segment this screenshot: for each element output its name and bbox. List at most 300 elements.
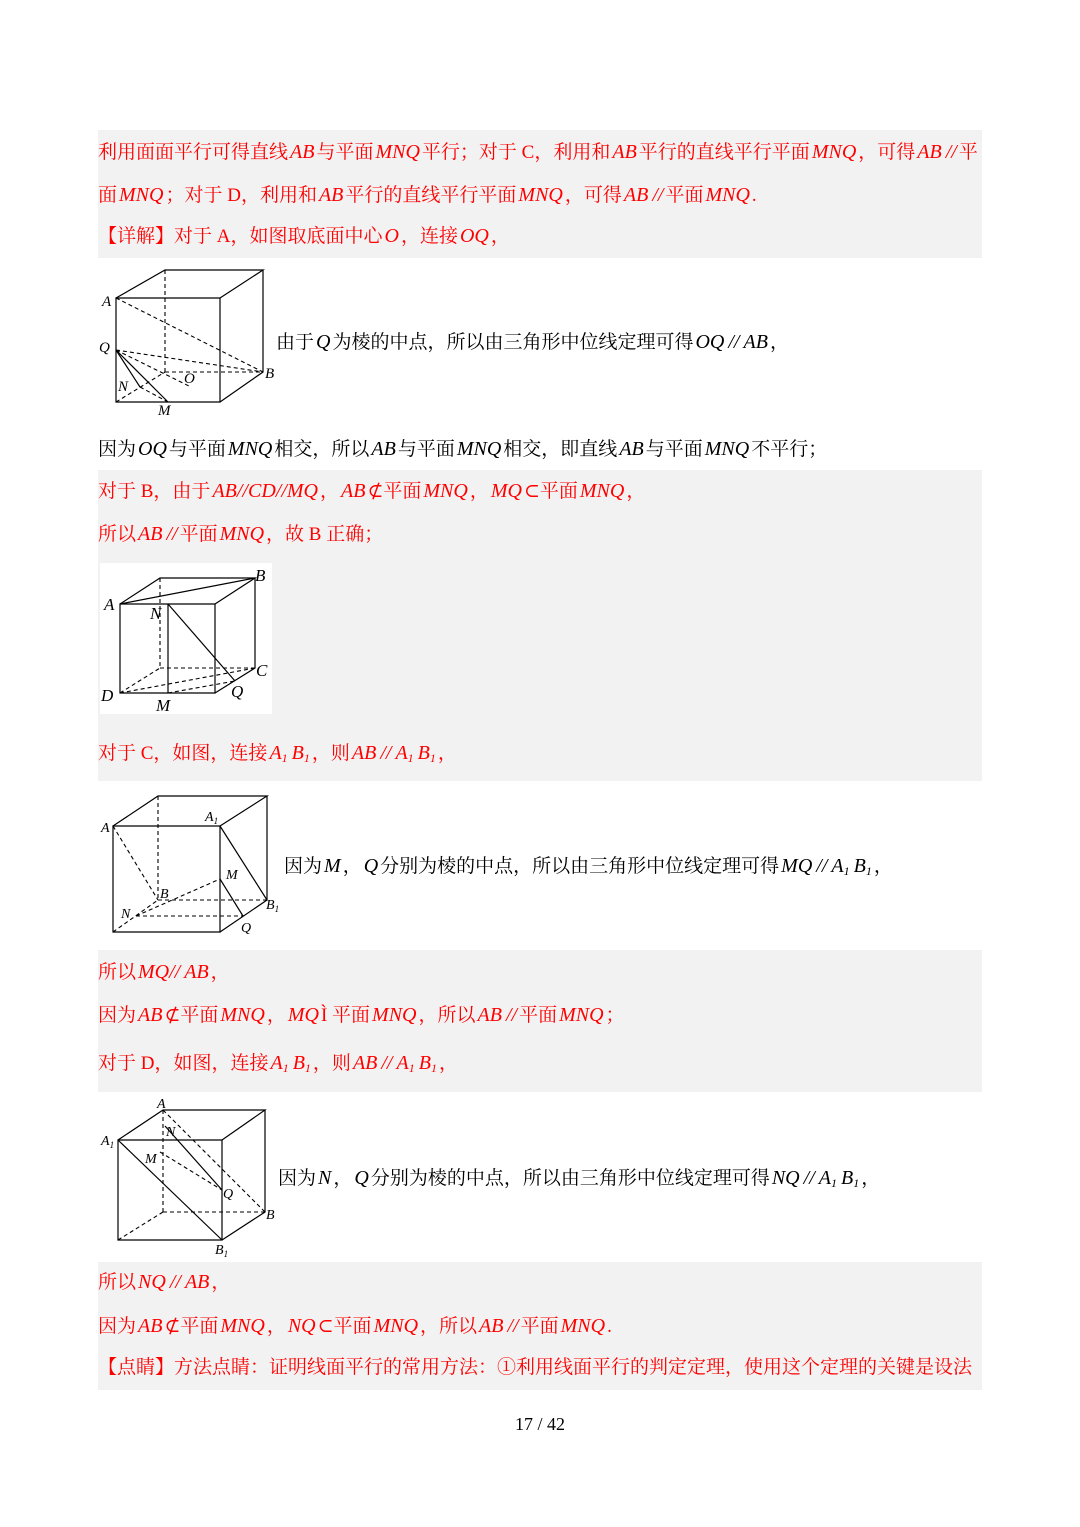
text-run: ，可得 (858, 142, 916, 163)
segment-nm (136, 879, 220, 916)
math-main: AB (743, 331, 768, 353)
text-run: ⊂平面 (317, 1316, 372, 1337)
math-main: // (816, 855, 828, 877)
figure-4-caption-text (278, 1164, 982, 1192)
math-main: // (169, 1271, 181, 1293)
math-main: // (507, 1315, 519, 1337)
math-main: AB (184, 961, 209, 983)
figure-cube-2 (100, 563, 272, 714)
text-run: ；对于 D，利用和 (165, 185, 317, 206)
math-symbol (117, 184, 165, 206)
text-run: 平面 (519, 1005, 558, 1026)
math-symbol (610, 141, 638, 163)
page-number: 17 / 42 (514, 1414, 565, 1434)
math-symbol (362, 855, 380, 877)
math-symbol (352, 1167, 370, 1189)
math-symbol (505, 1315, 520, 1337)
text-run: ； (605, 1005, 625, 1026)
label-d: D (101, 686, 114, 705)
math-main: A (831, 855, 844, 877)
solution-line-9 (98, 1001, 982, 1029)
text-run: Ì 平面 (320, 1005, 371, 1026)
math-main: AB (138, 523, 163, 545)
figure-1-caption-text (276, 328, 982, 356)
text-run: 对于 B，由于 (98, 481, 211, 502)
math-symbol (829, 855, 851, 877)
math-symbol (322, 855, 343, 877)
math-main: Q (363, 855, 379, 877)
math-symbol (136, 1271, 168, 1293)
math-symbol (395, 1052, 417, 1074)
math-symbol (944, 141, 959, 163)
math-symbol (350, 742, 378, 764)
math-main: A (396, 1052, 409, 1074)
text-run: ，所以 (420, 1316, 478, 1337)
figure-cube-1 (100, 263, 280, 419)
text-run: ， (266, 1316, 286, 1337)
text-run: 对于 D，如图，连接 (98, 1053, 269, 1074)
math-symbol (802, 1167, 817, 1189)
math-symbol (622, 184, 650, 206)
text-run: ， (342, 856, 362, 877)
math-main: // (945, 141, 957, 163)
label-a: A (104, 595, 115, 614)
figure-background (100, 563, 272, 714)
math-symbol (382, 225, 400, 247)
math-main: AB (138, 1315, 163, 1337)
math-symbol (291, 1052, 313, 1074)
solution-line-8 (98, 958, 982, 986)
math-symbol (136, 1315, 164, 1337)
text-run: 与平面 (397, 439, 455, 460)
text-run: 由于 (276, 332, 315, 353)
math-main: MNQ (372, 1004, 417, 1026)
solution-line-2 (98, 181, 982, 209)
math-main: MNQ (227, 438, 273, 460)
math-main: B (840, 1167, 854, 1189)
text-run: ，故 B 正确； (266, 524, 384, 545)
label-subscript: 1 (274, 904, 280, 914)
math-subscript: 1 (430, 1061, 437, 1075)
segment-a1b1 (118, 1140, 222, 1240)
math-symbol (136, 1004, 164, 1026)
segment-nm (140, 387, 168, 402)
math-symbol (703, 184, 751, 206)
math-main: MNQ (579, 480, 625, 502)
math-main: // (166, 523, 178, 545)
text-run: 利用面面平行可得直线 (98, 142, 289, 163)
text-run: 平行的直线平行平面 (345, 185, 517, 206)
math-main: A (269, 742, 282, 764)
math-main: Q (354, 1167, 369, 1189)
solution-line-6 (98, 520, 982, 548)
math-subscript: 1 (304, 1061, 311, 1075)
math-main: AB (917, 141, 942, 163)
math-symbol (915, 141, 943, 163)
math-symbol (477, 1315, 505, 1337)
math-subscript: 1 (865, 864, 872, 878)
label-q: Q (231, 682, 244, 701)
label-o: O (184, 371, 195, 387)
math-symbol (267, 742, 289, 764)
text-run: ⊄平面 (367, 481, 422, 502)
label-q: Q (99, 340, 110, 356)
visible-edges (118, 1110, 265, 1240)
math-symbol (339, 480, 367, 502)
label-b1 (266, 898, 279, 914)
math-main: MNQ (373, 1315, 419, 1337)
math-main: MNQ (423, 480, 468, 502)
text-run: 与平面 (168, 439, 226, 460)
math-main: OQ (459, 225, 489, 247)
math-symbol (226, 438, 274, 460)
figure-labels (100, 810, 279, 936)
text-run: 平行；对于 C，利用和 (421, 142, 611, 163)
math-main: MNQ (219, 523, 265, 545)
math-main: B (292, 1052, 305, 1074)
text-run: ，则 (311, 743, 350, 764)
math-main: AB (138, 1004, 163, 1026)
math-main: AB (477, 1004, 502, 1026)
text-run: ， (210, 962, 230, 983)
text-run: 为棱的中点，所以由三角形中位线定理可得 (332, 332, 694, 353)
math-symbol (136, 523, 164, 545)
solution-line-11 (98, 1268, 982, 1296)
math-main: // (505, 1004, 518, 1026)
label-n: N (121, 907, 131, 922)
math-symbol (703, 438, 751, 460)
math-symbol (136, 438, 169, 460)
math-symbol (379, 1052, 394, 1074)
math-symbol (182, 961, 210, 983)
label-c: C (256, 661, 268, 680)
math-main: AB (184, 1271, 210, 1293)
math-main: AB (341, 480, 366, 502)
segment-ab (113, 826, 158, 900)
text-run: 所以 (98, 524, 137, 545)
label-q: Q (223, 1187, 234, 1202)
math-main: A (270, 1052, 283, 1074)
math-main: AB (371, 438, 396, 460)
label-a: A (102, 294, 112, 310)
text-run: 相交，即直线 (503, 439, 618, 460)
math-subscript: 1 (281, 751, 288, 765)
text-run: 因为 (98, 439, 137, 460)
math-symbol (852, 855, 874, 877)
math-symbol (557, 1004, 605, 1026)
math-symbol (476, 1004, 504, 1026)
math-symbol (316, 1167, 333, 1189)
math-symbol (416, 742, 438, 764)
label-main: A (101, 1134, 110, 1149)
math-symbol (314, 331, 332, 353)
text-run: ， (437, 743, 457, 764)
solution-line-5 (98, 477, 982, 505)
math-main: // (380, 742, 392, 764)
math-main: B (418, 1052, 431, 1074)
math-symbol (372, 1315, 420, 1337)
text-run: ， (211, 1272, 231, 1293)
math-symbol (814, 855, 829, 877)
math-symbol (370, 1004, 418, 1026)
math-symbol (650, 184, 665, 206)
math-symbol (489, 480, 524, 502)
text-run: 与平面 (316, 142, 374, 163)
label-a: A (101, 821, 110, 836)
math-symbol (369, 438, 397, 460)
text-run: ，所以 (418, 1005, 476, 1026)
math-main: MNQ (560, 1315, 606, 1337)
math-symbol (373, 141, 421, 163)
math-main: AB (318, 184, 344, 206)
math-symbol (617, 438, 645, 460)
math-main: M (324, 855, 341, 877)
math-symbol (839, 1167, 861, 1189)
text-run: ，则 (312, 1053, 351, 1074)
label-a1 (204, 810, 218, 826)
math-main: MNQ (220, 1004, 265, 1026)
math-symbol (810, 141, 858, 163)
math-symbol (559, 1315, 607, 1337)
math-main: MNQ (811, 141, 857, 163)
label-main: B (215, 1243, 224, 1258)
label-m: M (156, 696, 171, 715)
text-run: ， (266, 1005, 286, 1026)
math-main: OQ (695, 331, 725, 353)
math-subscript: 1 (303, 751, 310, 765)
cube-top-edges (118, 1110, 265, 1140)
label-b: B (265, 366, 275, 382)
cube-top-edges (116, 270, 263, 298)
math-symbol (164, 523, 179, 545)
math-main: MNQ (220, 1315, 265, 1337)
figure-cube-4 (100, 1097, 278, 1260)
segment-mq (160, 1152, 222, 1190)
math-main: AB (352, 1052, 378, 1074)
math-main: MQ (490, 480, 522, 502)
text-run: 分别为棱的中点，所以由三角形中位线定理可得 (380, 856, 780, 877)
math-main: MQ// (138, 961, 181, 983)
text-run: ， (490, 226, 510, 247)
text-run: 平 (958, 142, 978, 163)
math-symbol (578, 480, 626, 502)
label-main: B (266, 898, 275, 913)
math-symbol (421, 480, 469, 502)
label-m: M (158, 403, 171, 419)
math-main: B (291, 742, 304, 764)
math-symbol (268, 1052, 290, 1074)
math-main: AB (351, 742, 377, 764)
math-symbol (286, 1315, 318, 1337)
math-main: B (853, 855, 866, 877)
math-symbol (218, 1315, 266, 1337)
solution-line-7 (98, 739, 982, 767)
segment-mq (220, 879, 243, 916)
text-run: ， (469, 481, 489, 502)
solution-line-10 (98, 1049, 982, 1077)
text-run: ， (626, 481, 646, 502)
math-symbol (726, 331, 741, 353)
math-symbol (288, 141, 316, 163)
math-symbol (378, 742, 393, 764)
math-main: MNQ (375, 141, 420, 163)
text-run: ， (873, 856, 893, 877)
cube-top-edges (113, 796, 267, 826)
math-main: AB (623, 184, 649, 206)
math-symbol (183, 1271, 211, 1293)
label-m: M (226, 868, 238, 883)
text-run: 对于 C，如图，连接 (98, 743, 268, 764)
math-symbol (218, 523, 266, 545)
label-a: A (157, 1097, 166, 1112)
figure-cube-3 (100, 793, 280, 939)
text-run: ， (438, 1053, 458, 1074)
text-run: 因为 (98, 1005, 137, 1026)
segment-ab (163, 1110, 265, 1212)
text-run: 所以 (98, 1272, 137, 1293)
math-main: NQ (287, 1315, 316, 1337)
text-run: ，连接 (400, 226, 458, 247)
text-run: 【点睛】方法点睛：证明线面平行的常用方法：①利用线面平行的判定定理，使用这个定理的关键是设法 (98, 1357, 973, 1378)
math-symbol (458, 225, 491, 247)
math-subscript: 1 (408, 1061, 415, 1075)
cube-front-face (116, 298, 220, 402)
figure-3-caption-text (284, 852, 982, 880)
text-run: 平行的直线平行平面 (638, 142, 810, 163)
text-run: ， (769, 332, 789, 353)
label-b: B (266, 1208, 275, 1223)
math-symbol (290, 742, 312, 764)
math-subscript: 1 (282, 1061, 289, 1075)
math-symbol (504, 1004, 519, 1026)
label-subscript: 1 (109, 1140, 115, 1150)
text-run: 平面 (179, 524, 218, 545)
math-main: MNQ (119, 184, 164, 206)
math-main: A (818, 1167, 831, 1189)
math-main: B (417, 742, 430, 764)
text-run: . (607, 1316, 612, 1337)
math-main: MNQ (559, 1004, 604, 1026)
math-subscript: 1 (407, 751, 414, 765)
solution-line-12 (98, 1312, 982, 1340)
math-main: // (652, 184, 664, 206)
text-run: 分别为棱的中点，所以由三角形中位线定理可得 (370, 1168, 770, 1189)
math-main: OQ (138, 438, 167, 460)
math-symbol (286, 1004, 321, 1026)
text-run: 所以 (98, 962, 137, 983)
math-main: MNQ (705, 184, 750, 206)
math-symbol (317, 184, 345, 206)
text-run: 平面 (520, 1316, 559, 1337)
math-symbol (693, 331, 726, 353)
text-run: 相交，所以 (274, 439, 370, 460)
text-run: ， (861, 1168, 881, 1189)
solution-line-1 (98, 138, 982, 166)
text-run: . (751, 185, 757, 206)
label-m: M (145, 1152, 157, 1167)
math-symbol (455, 438, 503, 460)
math-subscript: 1 (843, 864, 850, 878)
math-subscript: 1 (853, 1176, 860, 1190)
math-main: AB (479, 1315, 504, 1337)
math-main: NQ (771, 1167, 800, 1189)
label-b: B (160, 887, 169, 902)
hidden-lines (118, 1110, 265, 1240)
math-symbol (393, 742, 415, 764)
math-main: AB (290, 141, 315, 163)
text-run: 因为 (278, 1168, 317, 1189)
text-run: ， (333, 1168, 353, 1189)
math-main: MNQ (518, 184, 563, 206)
figure-labels (99, 294, 274, 419)
text-run: 【详解】对于 A，如图取底面中心 (98, 226, 383, 247)
math-subscript: 1 (830, 1176, 837, 1190)
math-main: // (803, 1167, 815, 1189)
math-main: O (384, 225, 399, 247)
math-symbol (516, 184, 564, 206)
label-q: Q (241, 921, 252, 936)
text-run: 与平面 (645, 439, 703, 460)
solution-line-4 (98, 435, 982, 463)
label-b1 (215, 1243, 228, 1259)
label-subscript: 1 (213, 816, 219, 826)
cube-right-edges (220, 270, 263, 402)
math-main: A (395, 742, 408, 764)
math-symbol (351, 1052, 379, 1074)
segment-a1b1 (220, 826, 267, 900)
math-main: Q (316, 331, 331, 353)
text-run: 平面 (665, 185, 704, 206)
label-main: A (205, 810, 214, 825)
math-main: NQ (138, 1271, 166, 1293)
math-subscript: 1 (429, 751, 436, 765)
math-symbol (417, 1052, 439, 1074)
hidden-edge (118, 1212, 163, 1240)
label-subscript: 1 (223, 1249, 229, 1259)
math-symbol (742, 331, 770, 353)
math-symbol (218, 1004, 266, 1026)
math-main: N (318, 1167, 332, 1189)
math-main: MNQ (456, 438, 502, 460)
label-n: N (166, 1125, 176, 1140)
detail-heading-line (98, 222, 982, 250)
text-run: 面 (98, 185, 118, 206)
math-symbol (817, 1167, 839, 1189)
math-main: // (381, 1052, 393, 1074)
label-b: B (255, 566, 266, 585)
label-n: N (150, 604, 162, 623)
text-run: ⊂平面 (523, 481, 578, 502)
math-symbol (168, 1271, 183, 1293)
text-run: ， (319, 481, 339, 502)
math-main: AB//CD//MQ (212, 480, 318, 502)
text-run: 因为 (98, 1316, 137, 1337)
label-a1 (100, 1134, 114, 1150)
text-run: ⊄平面 (164, 1316, 219, 1337)
label-n: N (118, 379, 129, 395)
tip-heading-line (98, 1354, 982, 1382)
text-run: 不平行； (751, 439, 828, 460)
math-main: // (728, 331, 740, 353)
math-symbol (210, 480, 320, 502)
math-symbol (136, 961, 182, 983)
math-main: MQ (781, 855, 813, 877)
math-main: AB (619, 438, 644, 460)
text-run: ，可得 (564, 185, 622, 206)
text-run: 因为 (284, 856, 323, 877)
math-symbol (770, 1167, 802, 1189)
math-main: AB (612, 141, 637, 163)
